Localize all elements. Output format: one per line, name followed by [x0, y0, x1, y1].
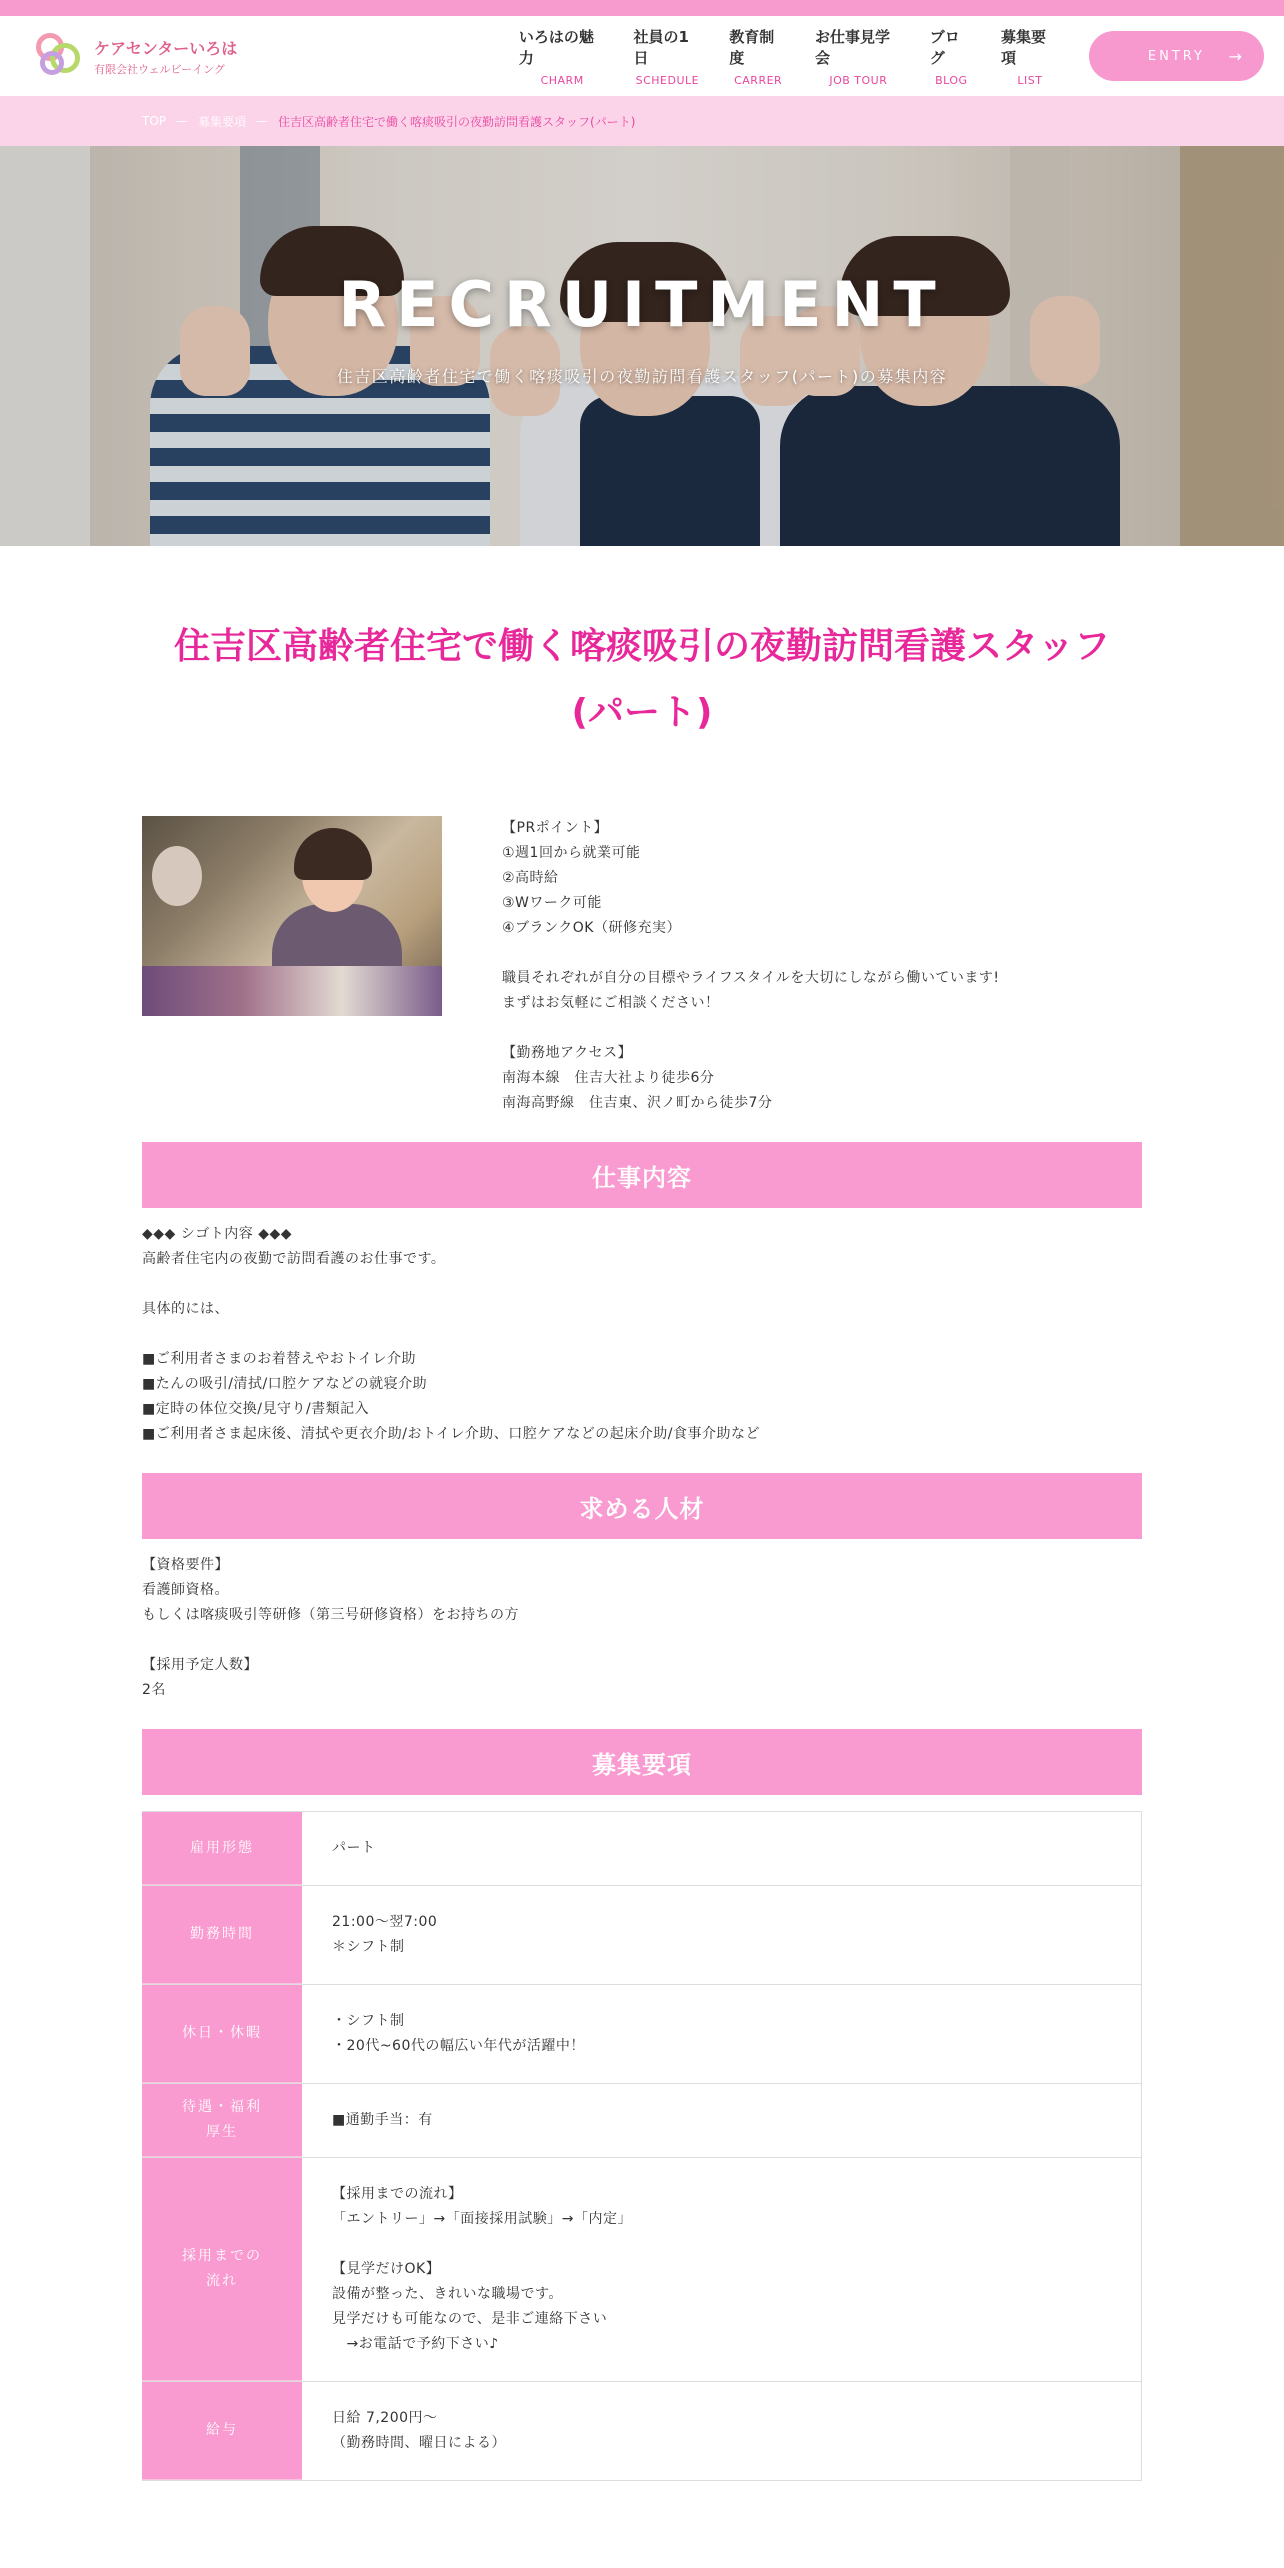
row-value-line: [332, 2232, 1111, 2257]
nav-item-sublabel: SCHEDULE: [635, 73, 700, 87]
table-row: [142, 2382, 1142, 2481]
logo-name: ケアセンターいろは: [94, 38, 238, 58]
nav-item-sublabel: LIST: [1017, 73, 1043, 87]
row-label: 勤務時間: [142, 1886, 302, 1984]
breadcrumb-current: 住吉区高齢者住宅で働く喀痰吸引の夜勤訪問看護スタッフ(パート): [278, 114, 636, 129]
pr-line: [502, 1016, 999, 1041]
row-value-line: →お電話で予約下さい♪: [332, 2336, 499, 2352]
section-line: 2名: [142, 1682, 166, 1698]
nav-item-label: いろはの魅力: [518, 27, 594, 67]
table-row: [142, 1886, 1142, 1985]
nav-item-label: 教育制度: [729, 27, 775, 67]
main-content: [142, 614, 1142, 2481]
row-label: 給与: [142, 2382, 302, 2480]
row-label: 待遇・福利厚生: [142, 2084, 302, 2157]
breadcrumb: [0, 96, 1284, 146]
row-value-line: 設備が整った、きれいな職場です。: [332, 2286, 563, 2302]
section-line: [142, 1628, 1142, 1653]
nav-item-sublabel: CHARM: [540, 73, 584, 87]
logo-company: 有限会社ウェルビーイング: [94, 62, 225, 76]
section-body: [142, 1222, 1142, 1447]
nav-item-blog[interactable]: [916, 26, 987, 87]
pr-line: ③Wワーク可能: [502, 895, 602, 911]
hero-title: RECRUITMENT: [338, 268, 946, 341]
row-value-line: （勤務時間、曜日による）: [332, 2435, 506, 2451]
row-value: [302, 2382, 1142, 2480]
section-line: 具体的には、: [142, 1301, 229, 1317]
table-row: [142, 1985, 1142, 2084]
section-line: ■定時の体位交換/見守り/書類記入: [142, 1401, 370, 1417]
top-accent-bar: [0, 0, 1284, 16]
row-value-line: 見学だけも可能なので、是非ご連絡下さい: [332, 2311, 608, 2327]
pr-line: ②高時給: [502, 870, 559, 886]
entry-button-label: ENTRY: [1147, 48, 1205, 64]
nav-item-sublabel: JOB TOUR: [829, 73, 888, 87]
section-line: 高齢者住宅内の夜勤で訪問看護のお仕事です。: [142, 1251, 446, 1267]
nav-item-sublabel: CARRER: [734, 73, 783, 87]
section-line: 【採用予定人数】: [142, 1657, 258, 1673]
breadcrumb-top-link[interactable]: TOP: [142, 114, 167, 128]
section-line: [142, 1272, 1142, 1297]
row-value-line: 日給 7,200円～: [332, 2410, 438, 2426]
job-title-line2: (パート): [571, 692, 713, 733]
row-value-line: ＊シフト制: [332, 1939, 405, 1955]
pr-line: 南海本線 住吉大社より徒歩6分: [502, 1070, 715, 1086]
row-value: [302, 1812, 1142, 1885]
entry-button[interactable]: [1089, 31, 1264, 81]
nav-item-job-tour[interactable]: [801, 26, 916, 87]
nav-item-label: お仕事見学会: [815, 27, 891, 67]
pr-line: [502, 941, 999, 966]
pr-line: ④ブランクOK（研修充実）: [502, 920, 681, 936]
nav-item-schedule[interactable]: [619, 26, 715, 87]
table-row: [142, 2158, 1142, 2382]
job-title-line1: 住吉区高齢者住宅で働く喀痰吸引の夜勤訪問看護スタッフ: [173, 626, 1110, 667]
row-label: 休日・休暇: [142, 1985, 302, 2083]
iroha-logo-icon: [34, 29, 84, 83]
pr-line: 【勤務地アクセス】: [502, 1045, 633, 1061]
row-value-line: ・20代~60代の幅広い年代が活躍中！: [332, 2038, 585, 2054]
row-value: [302, 1985, 1142, 2083]
job-sections: [142, 1142, 1142, 1703]
nav-item-carrer[interactable]: [715, 26, 801, 87]
section-line: もしくは喀痰吸引等研修（第三号研修資格）をお持ちの方: [142, 1607, 519, 1623]
intro-section: [142, 816, 1142, 1116]
job-title: [142, 614, 1142, 746]
hero-subtitle: 住吉区高齢者住宅で働く喀痰吸引の夜勤訪問看護スタッフ(パート)の募集内容: [336, 367, 948, 386]
nav-item-sublabel: BLOG: [935, 73, 968, 87]
nav-item-charm[interactable]: [505, 26, 620, 87]
section-line: 【資格要件】: [142, 1557, 229, 1573]
row-value-line: 「エントリー」→「面接採用試験」→「内定」: [332, 2211, 632, 2227]
pr-line: 職員それぞれが自分の目標やライフスタイルを大切にしながら働いています!: [502, 970, 1000, 986]
section-line: 看護師資格。: [142, 1582, 229, 1598]
nav-item-label: 社員の1日: [633, 27, 689, 67]
breadcrumb-separator: —: [176, 114, 189, 128]
pr-points: [502, 816, 999, 1116]
staff-photo: [142, 816, 442, 1016]
section-line: ■ご利用者さまのお着替えやおトイレ介助: [142, 1351, 417, 1367]
hero-banner: [0, 146, 1284, 546]
pr-line: 南海高野線 住吉東、沢ノ町から徒歩7分: [502, 1095, 773, 1111]
table-row: [142, 1812, 1142, 1886]
section-heading: 仕事内容: [142, 1142, 1142, 1208]
row-value-line: パート: [332, 1840, 376, 1856]
arrow-right-icon: →: [1228, 46, 1242, 66]
section-line: ■ご利用者さま起床後、清拭や更衣介助/おトイレ介助、口腔ケアなどの起床介助/食事介助など: [142, 1426, 760, 1442]
pr-line: まずはお気軽にご相談ください！: [502, 995, 720, 1011]
pr-line: ①週1回から就業可能: [502, 845, 641, 861]
row-value-line: 【採用までの流れ】: [332, 2186, 463, 2202]
section-line: [142, 1322, 1142, 1347]
row-value-line: ・シフト制: [332, 2013, 405, 2029]
row-value: [302, 2084, 1142, 2157]
breadcrumb-list-link[interactable]: 募集要項: [198, 114, 247, 129]
site-header: [0, 16, 1284, 96]
section-body: [142, 1553, 1142, 1703]
section-line: ■たんの吸引/清拭/口腔ケアなどの就寝介助: [142, 1376, 428, 1392]
row-value-line: 21:00～翌7:00: [332, 1914, 438, 1930]
global-nav: [505, 26, 1073, 87]
table-row: [142, 2084, 1142, 2158]
section-heading-requirements: 募集要項: [142, 1729, 1142, 1795]
site-logo[interactable]: [34, 29, 443, 83]
row-value: [302, 2158, 1142, 2381]
row-value: [302, 1886, 1142, 1984]
section-line: ◆◆◆ シゴト内容 ◆◆◆: [142, 1226, 292, 1242]
row-value-line: ■通勤手当：有: [332, 2112, 433, 2128]
nav-item-label: 募集要項: [1001, 27, 1047, 67]
row-label: 雇用形態: [142, 1812, 302, 1885]
row-label: 採用までの流れ: [142, 2158, 302, 2381]
pr-line: 【PRポイント】: [502, 820, 609, 836]
nav-item-list[interactable]: [987, 26, 1073, 87]
breadcrumb-separator: —: [256, 114, 269, 128]
nav-item-label: ブログ: [929, 27, 960, 67]
requirements-table: [142, 1811, 1142, 2481]
section-heading: 求める人材: [142, 1473, 1142, 1539]
row-value-line: 【見学だけOK】: [332, 2261, 441, 2277]
